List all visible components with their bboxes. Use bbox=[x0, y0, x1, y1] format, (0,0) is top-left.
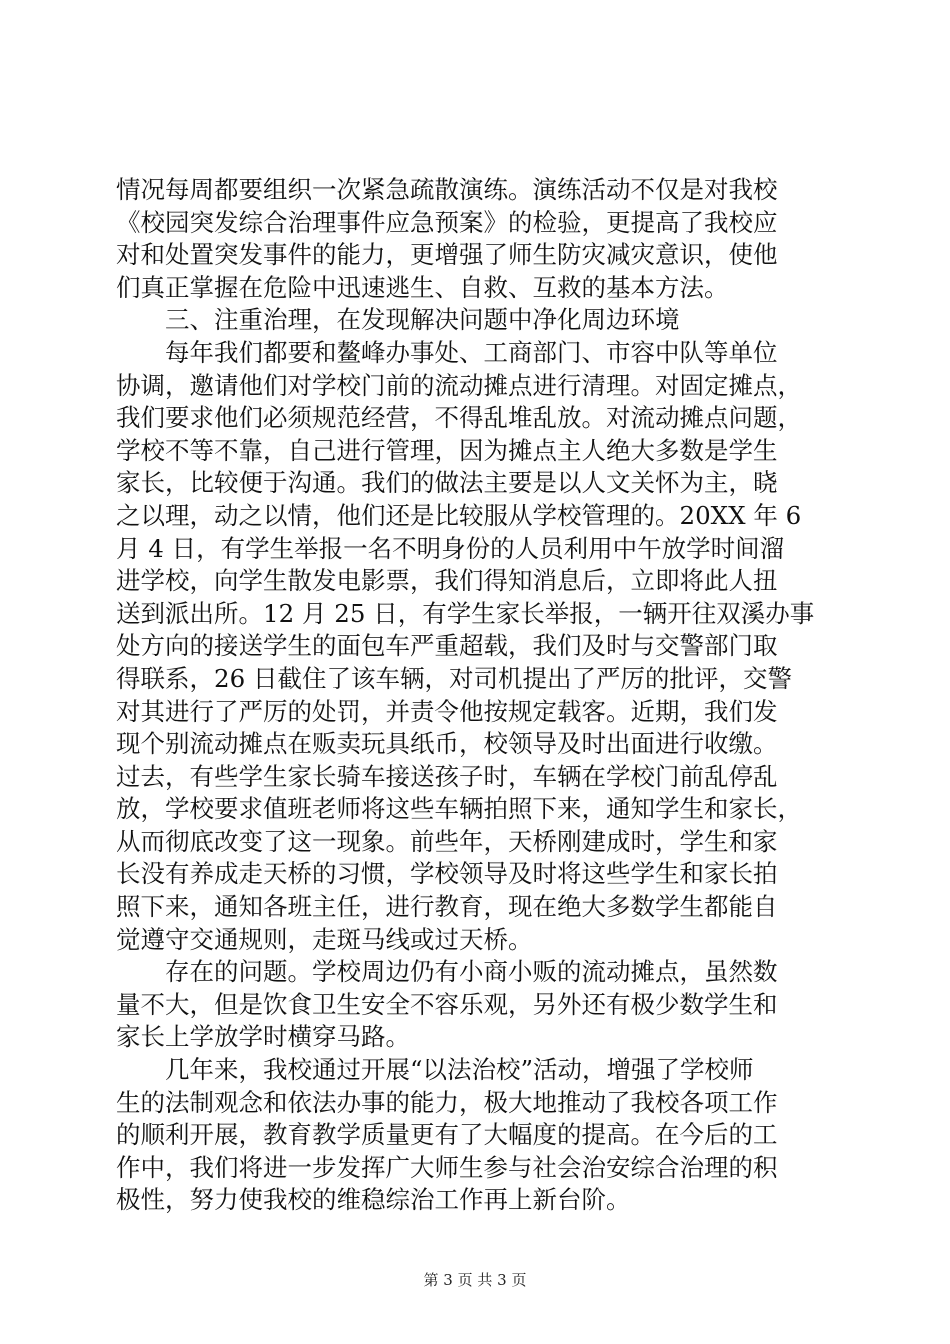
paragraph-drill: 情况每周都要组织一次紧急疏散演练。演练活动不仅是对我校 《校园突发综合治理事件应急预案》的检验，更提高了我校应 对和处置突发事件的能力，更增强了师生防灾减灾意识，使他 们真正掌握在危险中迅速逃生、自救、互救的基本方法。 bbox=[116, 175, 778, 302]
section-heading-3: 三、注重治理，在发现解决问题中净化周边环境 bbox=[165, 305, 680, 335]
paragraph-environment: 每年我们都要和鳌峰办事处、工商部门、市容中队等单位 协调，邀请他们对学校门前的流动摊点进行清理。对固定摊点， 我们要求他们必须规范经营，不得乱堆乱放。对流动摊点问题， 学校不等不靠，自己进行管理，因为摊点主人绝大多数是学生 家长，比较便于沟通。我们的做法主要是以人文关怀为主，晓 之以理，动之以情，他们还是比较服从学校管理的。20XX 年 6 月 4 日，有学生举报一名不明身份的人员利用中午放学时间溜 进学校，向学生散发电影票，我们得知消息后，立即将此人扭 送到派出所。12 月 25 日，有学生家长举报，一辆开往双溪办事 处方向的接送学生的面包车严重超载，我们及时与交警部门取 得联系，26 日截住了该车辆，对司机提出了严厉的批评，交警 对其进行了严厉的处罚，并责令他按规定载客。近期，我们发 现个别流动摊点在贩卖玩具纸币，校领导及时出面进行收缴。 过去，有些学生家长骑车接送孩子时，车辆在学校门前乱停乱 放，学校要求值班老师将这些车辆拍照下来，通知学生和家长， 从而彻底改变了这一现象。前些年，天桥刚建成时，学生和家 长没有养成走天桥的习惯，学校领导及时将这些学生和家长拍 照下来，通知各班主任，进行教育，现在绝大多数学生都能自 觉遵守交通规则，走斑马线或过天桥。 bbox=[116, 337, 815, 954]
page-footer: 第 3 页 共 3 页 bbox=[423, 1271, 527, 1289]
paragraph-conclusion: 几年来，我校通过开展“以法治校”活动，增强了学校师 生的法制观念和依法办事的能力，极大地推动了我校各项工作 的顺利开展，教育教学质量更有了大幅度的提高。在今后的工 作中，我们将进一步发挥广大师生参与社会治安综合治理的积 极性，努力使我校的维稳综治工作再上新台阶。 bbox=[116, 1055, 778, 1215]
paragraph-problems: 存在的问题。学校周边仍有小商小贩的流动摊点，虽然数 量不大，但是饮食卫生安全不容乐观，另外还有极少数学生和 家长上学放学时横穿马路。 bbox=[116, 957, 778, 1052]
document-body bbox=[116, 174, 834, 1217]
